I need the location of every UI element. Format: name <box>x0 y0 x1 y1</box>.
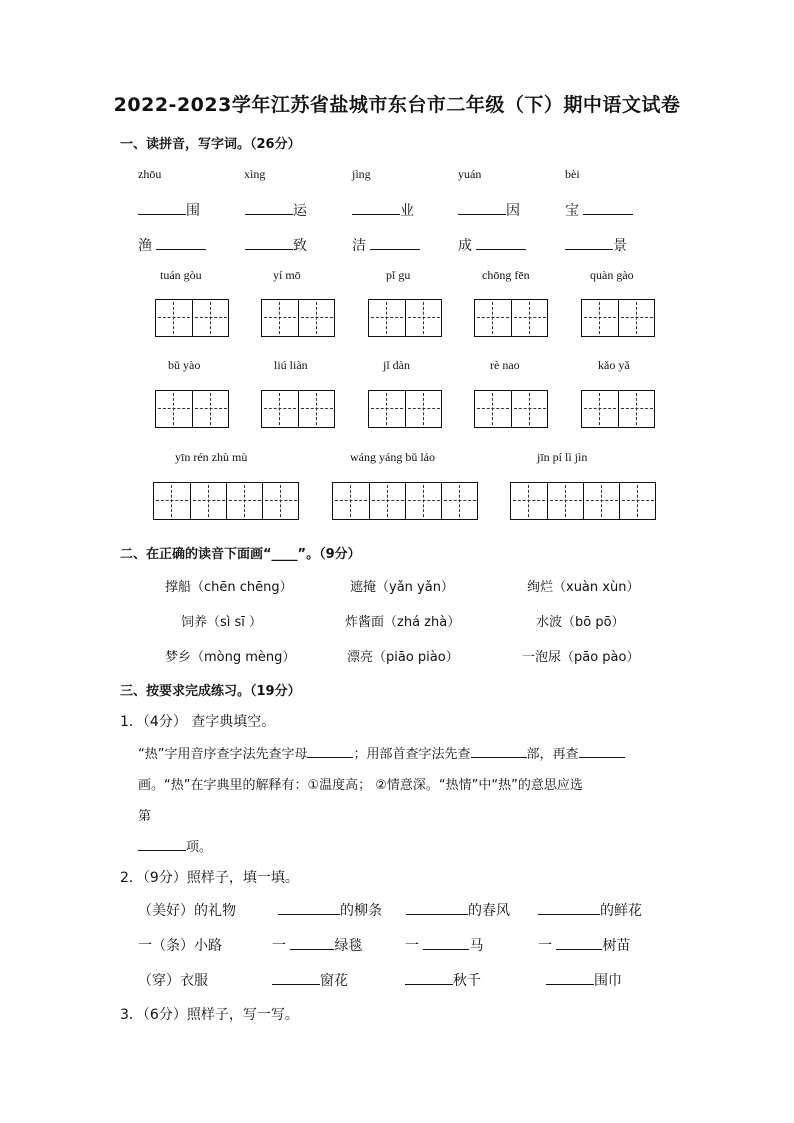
fill-item: 成 <box>458 235 526 255</box>
reading-choice[interactable]: 梦乡（mòng mèng） <box>165 650 296 665</box>
reading-choice[interactable]: 饲养（sì sī ） <box>181 615 263 630</box>
answer-blank[interactable] <box>245 235 293 250</box>
pinyin: kǎo yǎ <box>598 358 630 372</box>
tianzige-box[interactable] <box>474 390 548 428</box>
fill-item: 洁 <box>352 235 420 255</box>
answer-blank[interactable] <box>272 970 320 985</box>
answer-blank[interactable] <box>546 970 594 985</box>
tianzige-box[interactable] <box>153 482 299 520</box>
reading-choice[interactable]: 水波（bō pō） <box>536 615 625 630</box>
fill-item: 运 <box>245 200 307 220</box>
pinyin: zhōu <box>138 167 162 181</box>
fill-item: 因 <box>458 200 520 220</box>
tianzige-box[interactable] <box>581 299 655 337</box>
fill-item: 宝 <box>565 200 633 220</box>
fill-item: 业 <box>352 200 414 220</box>
section3-heading: 三、按要求完成练习。（19分） <box>120 684 301 699</box>
reading-choice[interactable]: 一泡尿（pāo pào） <box>522 650 640 665</box>
tianzige-box[interactable] <box>368 299 442 337</box>
reading-choice[interactable]: 漂亮（piāo piào） <box>347 650 459 665</box>
tianzige-box[interactable] <box>261 299 335 337</box>
pinyin: pǐ gu <box>386 268 411 282</box>
answer-blank[interactable] <box>138 200 186 215</box>
answer-blank[interactable] <box>290 935 334 950</box>
fill-item: 的柳条 <box>278 900 382 920</box>
answer-blank[interactable] <box>538 900 600 915</box>
pinyin: xìng <box>244 167 266 181</box>
question-1-line: 项。 <box>138 836 212 855</box>
pinyin: jìng <box>352 167 371 181</box>
fill-item: 窗花 <box>272 970 348 990</box>
tianzige-box[interactable] <box>155 299 229 337</box>
question-1-line: “热”字用音序查字法先查字母 ；用部首查字法先查 部，再查 <box>138 743 625 762</box>
fill-item: 秋千 <box>405 970 481 990</box>
fill-item: 一 马 <box>405 935 483 955</box>
answer-blank[interactable] <box>307 743 353 758</box>
answer-blank[interactable] <box>352 200 400 215</box>
fill-item: 围 <box>138 200 200 220</box>
answer-blank[interactable] <box>579 743 625 758</box>
reading-choice[interactable]: 撑船（chēn chēng） <box>165 580 293 595</box>
pinyin: wáng yáng bǔ láo <box>350 450 435 464</box>
answer-blank[interactable] <box>471 743 527 758</box>
fill-item: 的鲜花 <box>538 900 642 920</box>
pinyin: yí mō <box>273 268 301 282</box>
reading-choice[interactable]: 遮掩（yǎn yǎn） <box>350 580 454 595</box>
answer-blank[interactable] <box>423 935 469 950</box>
page-title: 2022-2023学年江苏省盐城市东台市二年级（下）期中语文试卷 <box>113 94 681 116</box>
section2-heading: 二、在正确的读音下面画“____”。（9分） <box>120 547 361 562</box>
tianzige-box[interactable] <box>510 482 656 520</box>
question-1-line: 画。“热”在字典里的解释有：①温度高； ②情意深。“热情”中“热”的意思应选 <box>138 778 583 793</box>
fill-item: 景 <box>565 235 627 255</box>
answer-blank[interactable] <box>278 900 340 915</box>
reading-choice[interactable]: 炸酱面（zhá zhà） <box>345 615 461 630</box>
tianzige-box[interactable] <box>261 390 335 428</box>
tianzige-box[interactable] <box>332 482 478 520</box>
pinyin: quàn gào <box>590 268 634 282</box>
answer-blank[interactable] <box>245 200 293 215</box>
answer-blank[interactable] <box>458 200 506 215</box>
reading-choice[interactable]: 绚烂（xuàn xùn） <box>527 580 640 595</box>
tianzige-box[interactable] <box>155 390 229 428</box>
section1-heading: 一、读拼音，写字词。（26分） <box>120 137 301 152</box>
fill-item: 围巾 <box>546 970 622 990</box>
pinyin: liú liàn <box>274 358 308 372</box>
fill-item: 一 树苗 <box>538 935 630 955</box>
answer-blank[interactable] <box>156 235 206 250</box>
pinyin: chōng fēn <box>482 268 530 282</box>
pinyin: rè nao <box>490 358 520 372</box>
question-3-label: 3．（6分）照样子，写一写。 <box>120 1007 299 1023</box>
fill-item: 致 <box>245 235 307 255</box>
pinyin: yīn rén zhù mù <box>175 450 248 464</box>
pinyin: tuán gòu <box>160 268 202 282</box>
pinyin: bǔ yào <box>168 358 201 372</box>
tianzige-box[interactable] <box>368 390 442 428</box>
pinyin: jǐ dàn <box>383 358 410 372</box>
answer-blank[interactable] <box>405 970 453 985</box>
pinyin: jīn pí lì jìn <box>537 450 588 464</box>
question-1-label: 1．（4分） 查字典填空。 <box>120 714 276 730</box>
question-1-line: 第 <box>138 809 152 824</box>
fill-item: 一 绿毯 <box>272 935 362 955</box>
pinyin: bèi <box>565 167 580 181</box>
answer-blank[interactable] <box>406 900 468 915</box>
answer-blank[interactable] <box>565 235 613 250</box>
answer-blank[interactable] <box>370 235 420 250</box>
example-phrase: （穿）衣服 <box>138 973 208 989</box>
question-2-label: 2．（9分）照样子，填一填。 <box>120 870 299 886</box>
answer-blank[interactable] <box>556 935 602 950</box>
example-phrase: 一（条）小路 <box>138 938 222 954</box>
pinyin: yuán <box>458 167 482 181</box>
tianzige-box[interactable] <box>581 390 655 428</box>
example-phrase: （美好）的礼物 <box>138 903 236 919</box>
tianzige-box[interactable] <box>474 299 548 337</box>
answer-blank[interactable] <box>138 836 186 851</box>
fill-item: 渔 <box>138 235 206 255</box>
answer-blank[interactable] <box>583 200 633 215</box>
answer-blank[interactable] <box>476 235 526 250</box>
fill-item: 的春风 <box>406 900 510 920</box>
